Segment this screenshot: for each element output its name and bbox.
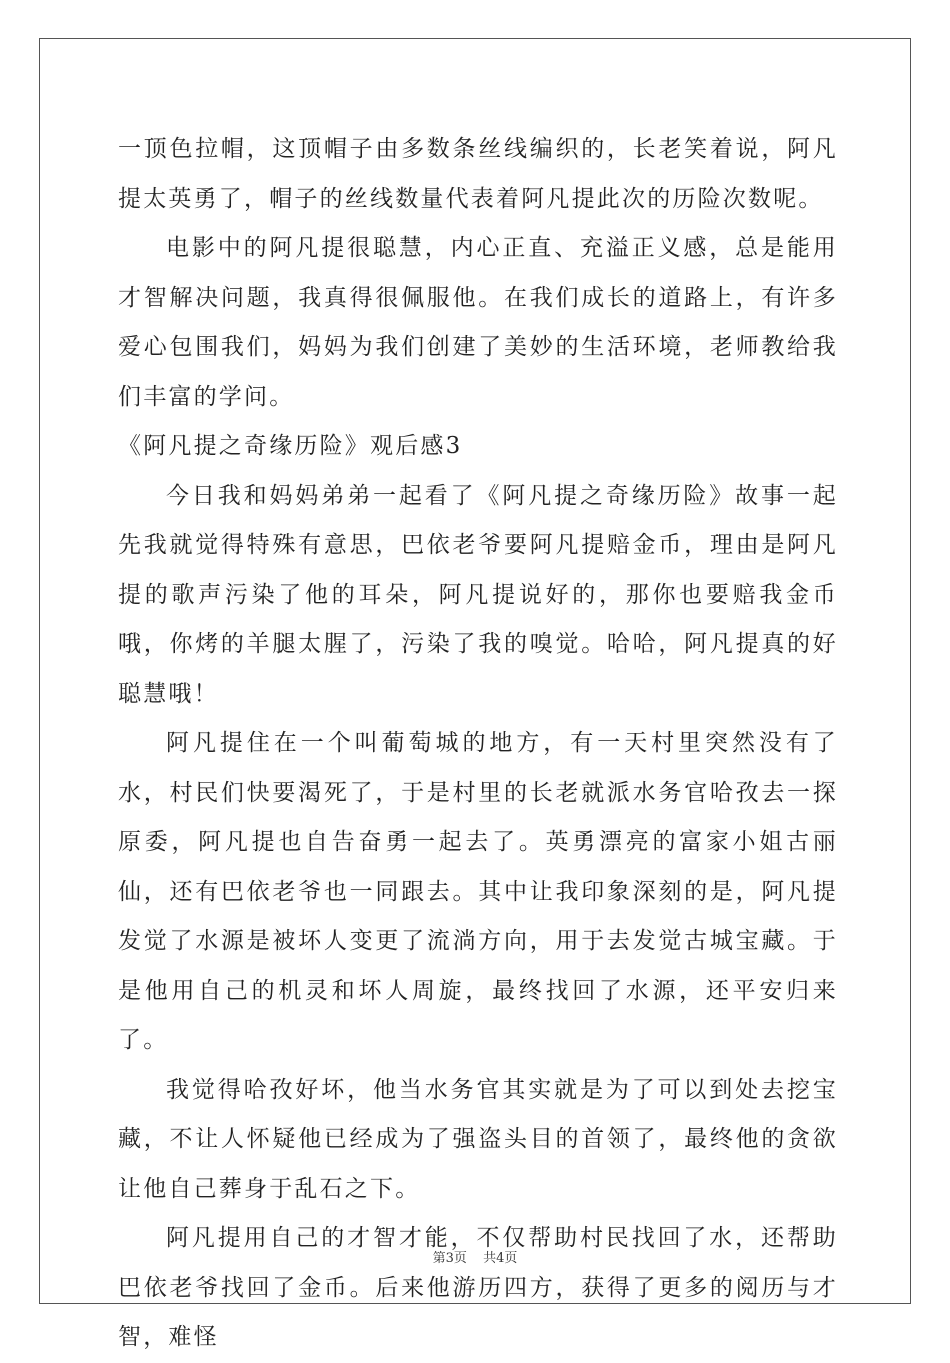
- paragraph: 电影中的阿凡提很聪慧，内心正直、充溢正义感，总是能用才智解决问题，我真得很佩服他。在我们成长的道路上，有许多爱心包围我们，妈妈为我们创建了美妙的生活环境，老师教给我们丰富的学问。: [118, 235, 838, 410]
- paragraph: 阿凡提住在一个叫葡萄城的地方，有一天村里突然没有了水，村民们快要渴死了，于是村里的长老就派水务官哈孜去一探原委，阿凡提也自告奋勇一起去了。英勇漂亮的富家小姐古丽仙，还有巴依老爷也一同跟去。其中让我印象深刻的是，阿凡提发觉了水源是被坏人变更了流淌方向，用于去发觉古城宝藏。于是他用自己的机灵和坏人周旋，最终找回了水源，还平安归来了。: [118, 730, 838, 1053]
- document-body: [118, 125, 838, 1363]
- paragraph: 我觉得哈孜好坏，他当水务官其实就是为了可以到处去挖宝藏，不让人怀疑他已经成为了强盗头目的首领了，最终他的贪欲让他自己葬身于乱石之下。: [118, 1076, 838, 1202]
- page-total: 共4页: [483, 1251, 518, 1266]
- paragraph-continued: 一顶色拉帽，这顶帽子由多数条丝线编织的，长老笑着说，阿凡提太英勇了，帽子的丝线数量代表着阿凡提此次的历险次数呢。: [118, 136, 838, 212]
- paragraph: 阿凡提用自己的才智才能，不仅帮助村民找回了水，还帮助巴依老爷找回了金币。后来他游历四方，获得了更多的阅历与才智，难怪: [118, 1225, 838, 1350]
- page-footer: [0, 1247, 950, 1266]
- section-heading: 《阿凡提之奇缘历险》观后感3: [118, 433, 463, 459]
- paragraph: 今日我和妈妈弟弟一起看了《阿凡提之奇缘历险》故事一起先我就觉得特殊有意思，巴依老爷要阿凡提赔金币，理由是阿凡提的歌声污染了他的耳朵，阿凡提说好的，那你也要赔我金币哦，你烤的羊腿太腥了，污染了我的嗅觉。哈哈，阿凡提真的好聪慧哦！: [118, 482, 838, 707]
- page-number: 第3页: [432, 1251, 467, 1266]
